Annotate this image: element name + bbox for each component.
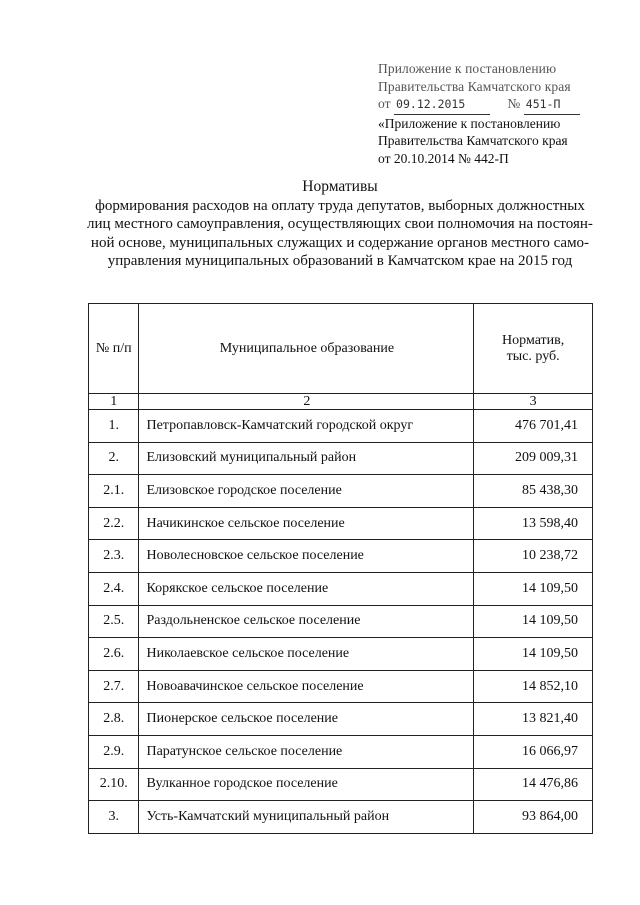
row-municipality: Елизовское городское поселение [139,475,474,508]
norms-table [88,303,593,834]
row-number: 2.4. [89,572,139,605]
table-row [89,638,593,671]
row-norm-value: 14 852,10 [474,670,593,703]
table-row [89,442,593,475]
appendix-line-6: от 20.10.2014 № 442-П [378,150,509,166]
row-number: 2.2. [89,507,139,540]
row-municipality: Корякское сельское поселение [139,572,474,605]
row-norm-value: 85 438,30 [474,475,593,508]
row-norm-value: 14 109,50 [474,572,593,605]
row-number: 3. [89,801,139,834]
row-number: 2.5. [89,605,139,638]
row-municipality: Вулканное городское поселение [139,768,474,801]
row-norm-value: 16 066,97 [474,735,593,768]
decree-number: 451-П [524,96,580,115]
title-line-2: лиц местного самоуправления, осуществляющих свои полномочия на постоян- [87,216,593,232]
table-row [89,768,593,801]
row-number: 2.6. [89,638,139,671]
appendix-line-2: Правительства Камчатского края [378,78,571,94]
document-title [80,178,600,271]
row-number: 2.3. [89,540,139,573]
title-line-3: ной основе, муниципальных служащих и содержание органов местного само- [90,234,590,251]
row-municipality: Паратунское сельское поселение [139,735,474,768]
row-municipality: Елизовский муниципальный район [139,442,474,475]
row-norm-value: 209 009,31 [474,442,593,475]
row-municipality: Начикинское сельское поселение [139,507,474,540]
row-norm-value: 13 598,40 [474,507,593,540]
table-row [89,735,593,768]
appendix-line-1: Приложение к постановлению [378,61,557,76]
date-prefix: от [378,96,391,111]
row-norm-value: 14 476,86 [474,768,593,801]
header-num: № п/п [89,304,139,394]
title-heading: Нормативы [302,178,378,195]
table-row [89,605,593,638]
row-number: 2.8. [89,703,139,736]
row-municipality: Пионерское сельское поселение [139,703,474,736]
table-row [89,410,593,443]
row-number: 2.9. [89,735,139,768]
header-value-line-2: тыс. руб. [506,348,560,364]
row-norm-value: 10 238,72 [474,540,593,573]
title-line-1: формирования расходов на оплату труда депутатов, выборных должностных [95,197,585,214]
table-row [89,572,593,605]
appendix-date-line [378,95,618,115]
header-name: Муниципальное образование [139,304,474,394]
title-line-4: управления муниципальных образований в Камчатском крае на 2015 год [107,253,573,269]
row-norm-value: 13 821,40 [474,703,593,736]
row-number: 2.7. [89,670,139,703]
table-row [89,703,593,736]
row-norm-value: 14 109,50 [474,605,593,638]
decree-date: 09.12.2015 [394,96,490,115]
row-municipality: Новоавачинское сельское поселение [139,670,474,703]
table-row [89,475,593,508]
table-header-row [89,304,593,394]
row-municipality: Усть-Камчатский муниципальный район [139,801,474,834]
column-numbers-row [89,394,593,410]
row-number: 2.1. [89,475,139,508]
table-row [89,507,593,540]
header-value-line-1: Норматив, [502,332,565,348]
row-norm-value: 14 109,50 [474,638,593,671]
column-number: 2 [139,394,474,410]
table-row [89,540,593,573]
column-number: 3 [474,394,593,410]
row-norm-value: 93 864,00 [474,801,593,834]
column-number: 1 [89,394,139,410]
number-prefix: № [507,96,521,111]
appendix-block [378,60,618,167]
row-municipality: Новолесновское сельское поселение [139,540,474,573]
row-municipality: Николаевское сельское поселение [139,638,474,671]
row-number: 1. [89,410,139,443]
row-municipality: Раздольненское сельское поселение [139,605,474,638]
table-row [89,801,593,834]
row-norm-value: 476 701,41 [474,410,593,443]
appendix-line-5: Правительства Камчатского края [378,133,568,148]
table-row [89,670,593,703]
row-number: 2. [89,442,139,475]
row-municipality: Петропавловск-Камчатский городской округ [139,410,474,443]
header-value [474,304,593,394]
appendix-line-4: «Приложение к постановлению [378,115,561,131]
row-number: 2.10. [89,768,139,801]
